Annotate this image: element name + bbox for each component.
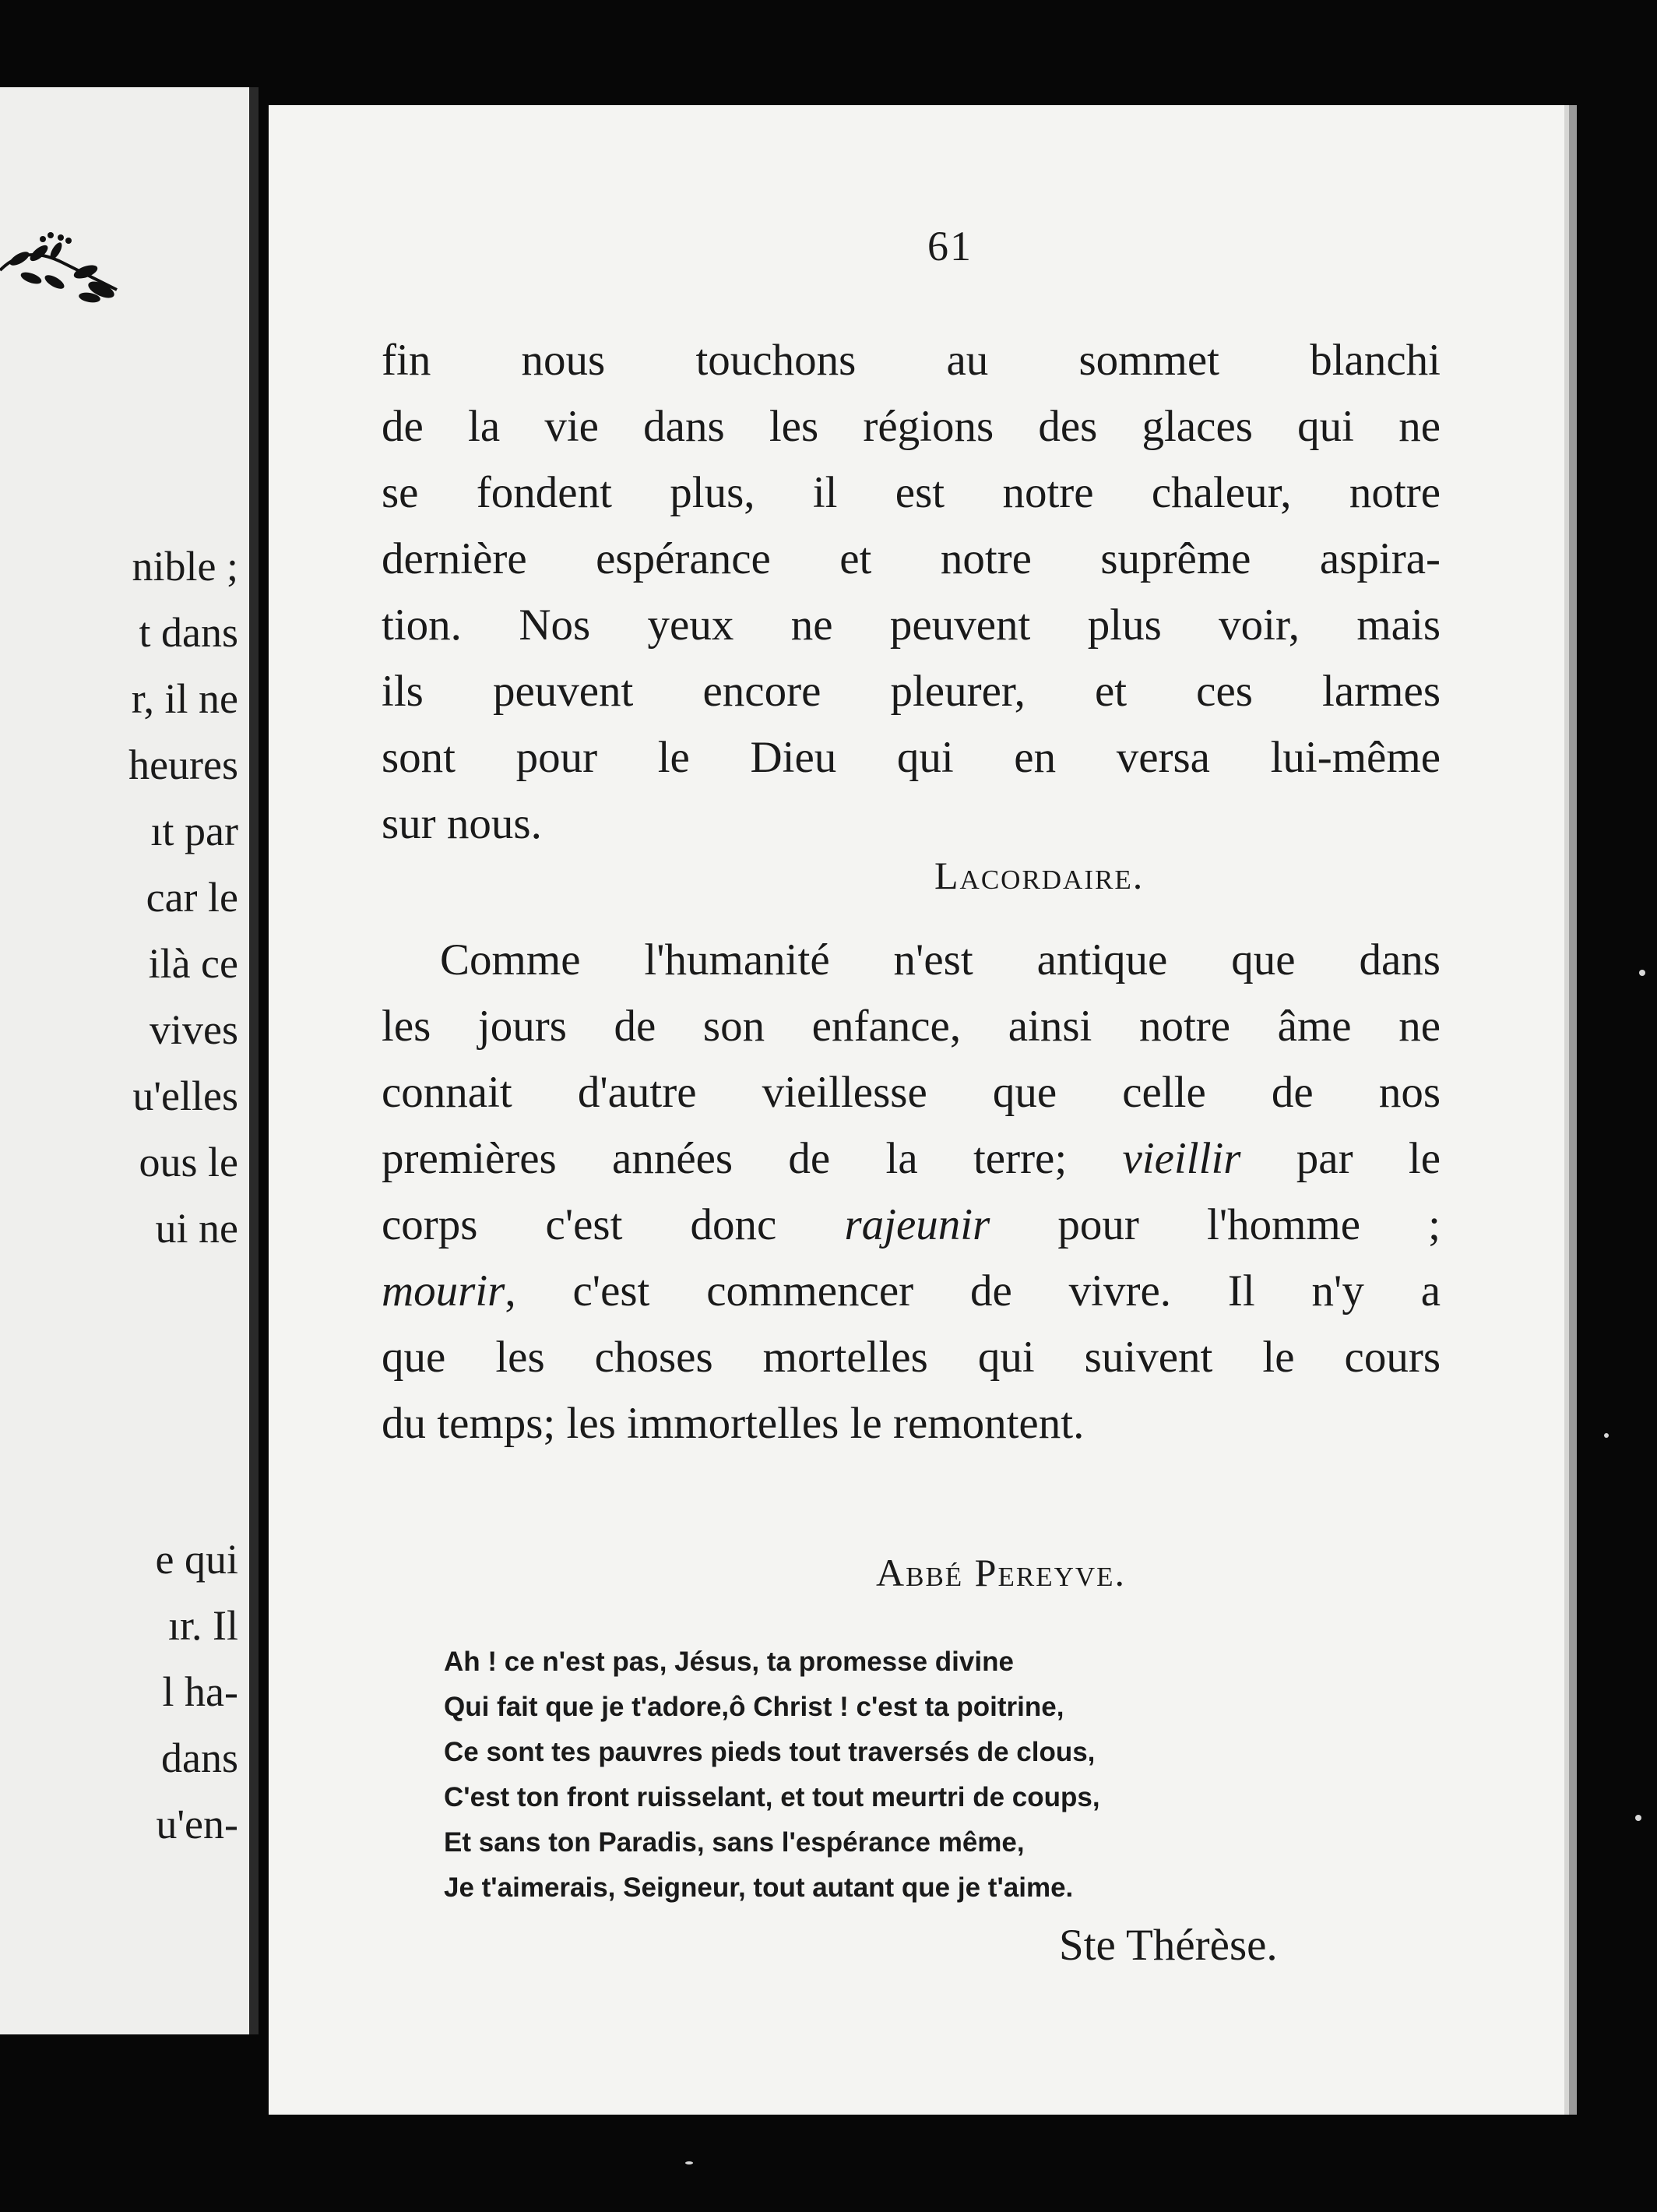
verse-stanza	[444, 1640, 1378, 1911]
previous-page-text-fragment: u'elles	[132, 1073, 238, 1119]
previous-page-text-fragment: car le	[146, 874, 238, 921]
text-line: fin nous touchons au sommet blanchi	[382, 336, 1441, 385]
verse-line: Qui fait que je t'adore,ô Christ ! c'est ta poitrine,	[444, 1692, 1064, 1722]
text-line: se fondent plus, il est notre chaleur, notre	[382, 468, 1441, 517]
emphasis: vieillir	[1122, 1134, 1241, 1183]
book-page	[269, 105, 1577, 2115]
previous-page-text-fragment: vives	[150, 1006, 238, 1053]
previous-page-text-fragment: t dans	[139, 609, 238, 656]
attribution-lacordaire: Lacordaire.	[934, 854, 1145, 897]
text-line: les jours de son enfance, ainsi notre âme ne	[382, 1002, 1441, 1051]
passage-lacordaire	[382, 327, 1441, 857]
passage-pereyve	[382, 927, 1441, 1456]
previous-page-edge	[0, 87, 259, 2034]
signature-ste-therese: Ste Thérèse.	[1059, 1921, 1278, 1970]
text-line: connait d'autre vieillesse que celle de nos	[382, 1068, 1441, 1117]
text-line: mourir, c'est commencer de vivre. Il n'y a	[382, 1266, 1441, 1316]
text-line: ils peuvent encore pleurer, et ces larmes	[382, 667, 1441, 716]
text-line: dernière espérance et notre suprême aspira-	[382, 534, 1441, 583]
previous-page-text-fragment: ilà ce	[148, 940, 238, 987]
verse-line: Et sans ton Paradis, sans l'espérance même,	[444, 1827, 1025, 1858]
text-line: sont pour le Dieu qui en versa lui-même	[382, 733, 1441, 782]
verse-line: Ah ! ce n'est pas, Jésus, ta promesse divine	[444, 1647, 1014, 1677]
verse-line: Je t'aimerais, Seigneur, tout autant que je t'aime.	[444, 1872, 1074, 1903]
text-line: du temps; les immortelles le remontent.	[382, 1399, 1085, 1448]
page-number: 61	[927, 223, 973, 269]
text-line: corps c'est donc rajeunir pour l'homme ;	[382, 1200, 1441, 1249]
laurel-ornament-icon	[0, 216, 125, 309]
text-line: tion. Nos yeux ne peuvent plus voir, mais	[382, 601, 1441, 650]
previous-page-text-fragment: l ha-	[162, 1668, 238, 1715]
text-line: premières années de la terre; vieillir par le	[382, 1134, 1441, 1183]
text-line: sur nous.	[382, 799, 542, 848]
emphasis: mourir	[382, 1266, 505, 1316]
previous-page-text-fragment: e qui	[155, 1536, 238, 1583]
previous-page-text-fragment: dans	[161, 1735, 238, 1781]
text-line: Comme l'humanité n'est antique que dans	[440, 935, 1441, 984]
previous-page-text-fragment: ous le	[139, 1139, 238, 1185]
emphasis: rajeunir	[844, 1200, 990, 1249]
previous-page-text-fragment: ır. Il	[168, 1602, 238, 1649]
previous-page-text-fragment: nible ;	[132, 543, 238, 590]
attribution-pereyve: Abbé Pereyve.	[876, 1551, 1127, 1594]
previous-page-text-fragment: ui ne	[155, 1205, 238, 1252]
verse-line: C'est ton front ruisselant, et tout meurtri de coups,	[444, 1782, 1100, 1812]
previous-page-text-fragment: heures	[128, 741, 238, 788]
verse-line: Ce sont tes pauvres pieds tout traversés de clous,	[444, 1737, 1096, 1767]
previous-page-text-fragment: r, il ne	[131, 675, 238, 722]
text-line: que les choses mortelles qui suivent le cours	[382, 1333, 1441, 1382]
previous-page-text-fragment: u'en-	[156, 1801, 238, 1847]
previous-page-text-fragment: ıt par	[150, 808, 238, 854]
text-line: de la vie dans les régions des glaces qui ne	[382, 402, 1441, 451]
